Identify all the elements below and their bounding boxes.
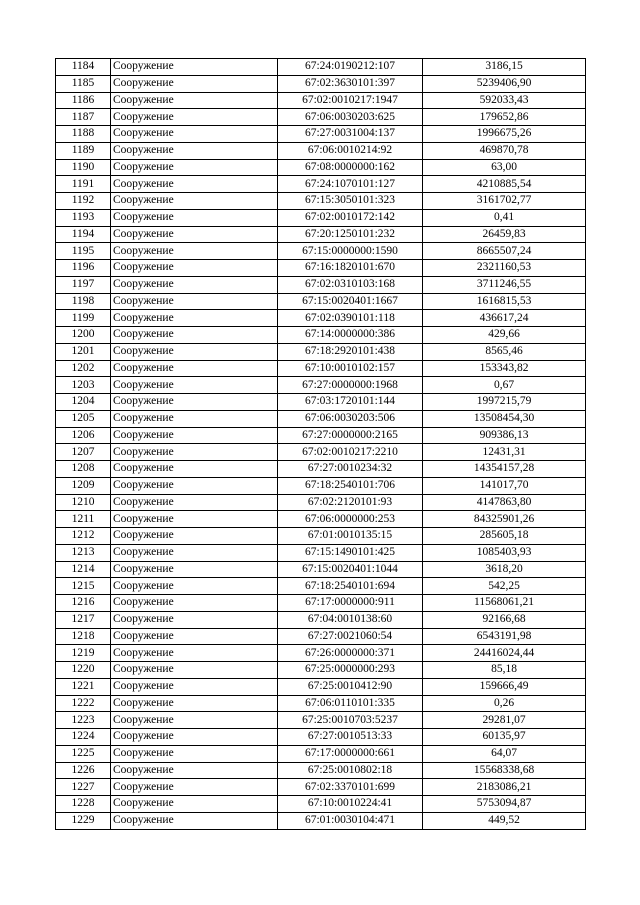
object-type-cell: Сооружение [111,444,278,461]
table-row [56,461,586,478]
cadastral-value-cell: 8565,46 [423,343,586,360]
row-number-cell: 1212 [56,528,111,545]
table-row [56,779,586,796]
cadastral-number-cell: 67:15:1490101:425 [278,544,423,561]
row-number-cell: 1188 [56,126,111,143]
cadastral-number-cell: 67:02:0010217:2210 [278,444,423,461]
cadastral-value-cell: 4147863,80 [423,494,586,511]
object-type-cell: Сооружение [111,528,278,545]
row-number-cell: 1198 [56,293,111,310]
row-number-cell: 1217 [56,611,111,628]
property-registry-table [55,58,586,830]
row-number-cell: 1199 [56,310,111,327]
table-row [56,59,586,76]
object-type-cell: Сооружение [111,410,278,427]
cadastral-value-cell: 909386,13 [423,427,586,444]
cadastral-value-cell: 84325901,26 [423,511,586,528]
row-number-cell: 1215 [56,578,111,595]
cadastral-number-cell: 67:06:0030203:625 [278,109,423,126]
cadastral-number-cell: 67:15:0000000:1590 [278,243,423,260]
cadastral-value-cell: 3711246,55 [423,276,586,293]
cadastral-value-cell: 469870,78 [423,142,586,159]
object-type-cell: Сооружение [111,561,278,578]
row-number-cell: 1227 [56,779,111,796]
object-type-cell: Сооружение [111,310,278,327]
object-type-cell: Сооружение [111,276,278,293]
row-number-cell: 1197 [56,276,111,293]
cadastral-number-cell: 67:02:0390101:118 [278,310,423,327]
row-number-cell: 1218 [56,628,111,645]
cadastral-number-cell: 67:06:0000000:253 [278,511,423,528]
cadastral-number-cell: 67:20:1250101:232 [278,226,423,243]
cadastral-value-cell: 92166,68 [423,611,586,628]
table-row [56,176,586,193]
cadastral-value-cell: 449,52 [423,812,586,829]
row-number-cell: 1208 [56,461,111,478]
cadastral-value-cell: 159666,49 [423,678,586,695]
row-number-cell: 1195 [56,243,111,260]
cadastral-number-cell: 67:14:0000000:386 [278,327,423,344]
row-number-cell: 1219 [56,645,111,662]
cadastral-number-cell: 67:27:0010513:33 [278,729,423,746]
object-type-cell: Сооружение [111,109,278,126]
row-number-cell: 1228 [56,796,111,813]
row-number-cell: 1209 [56,477,111,494]
table-row [56,394,586,411]
cadastral-value-cell: 3618,20 [423,561,586,578]
object-type-cell: Сооружение [111,226,278,243]
table-row [56,293,586,310]
table-row [56,444,586,461]
cadastral-value-cell: 5239406,90 [423,75,586,92]
cadastral-value-cell: 592033,43 [423,92,586,109]
cadastral-value-cell: 24416024,44 [423,645,586,662]
cadastral-number-cell: 67:15:0020401:1044 [278,561,423,578]
table-row [56,360,586,377]
row-number-cell: 1194 [56,226,111,243]
cadastral-number-cell: 67:06:0030203:506 [278,410,423,427]
table-row [56,695,586,712]
object-type-cell: Сооружение [111,812,278,829]
row-number-cell: 1184 [56,59,111,76]
table-row [56,92,586,109]
table-row [56,193,586,210]
cadastral-value-cell: 8665507,24 [423,243,586,260]
cadastral-number-cell: 67:02:0010217:1947 [278,92,423,109]
cadastral-value-cell: 64,07 [423,745,586,762]
row-number-cell: 1222 [56,695,111,712]
object-type-cell: Сооружение [111,260,278,277]
cadastral-number-cell: 67:25:0010802:18 [278,762,423,779]
object-type-cell: Сооружение [111,75,278,92]
row-number-cell: 1216 [56,595,111,612]
table-row [56,126,586,143]
cadastral-number-cell: 67:06:0010214:92 [278,142,423,159]
cadastral-number-cell: 67:03:1720101:144 [278,394,423,411]
object-type-cell: Сооружение [111,377,278,394]
cadastral-number-cell: 67:18:2540101:694 [278,578,423,595]
cadastral-number-cell: 67:02:3370101:699 [278,779,423,796]
object-type-cell: Сооружение [111,544,278,561]
object-type-cell: Сооружение [111,745,278,762]
object-type-cell: Сооружение [111,779,278,796]
row-number-cell: 1221 [56,678,111,695]
table-row [56,511,586,528]
table-row [56,662,586,679]
table-row [56,75,586,92]
row-number-cell: 1193 [56,209,111,226]
table-row [56,109,586,126]
object-type-cell: Сооружение [111,628,278,645]
table-row [56,729,586,746]
cadastral-number-cell: 67:15:3050101:323 [278,193,423,210]
object-type-cell: Сооружение [111,494,278,511]
cadastral-number-cell: 67:25:0000000:293 [278,662,423,679]
table-row [56,243,586,260]
row-number-cell: 1223 [56,712,111,729]
cadastral-number-cell: 67:04:0010138:60 [278,611,423,628]
row-number-cell: 1185 [56,75,111,92]
cadastral-number-cell: 67:10:0010224:41 [278,796,423,813]
cadastral-value-cell: 1996675,26 [423,126,586,143]
object-type-cell: Сооружение [111,142,278,159]
table-row [56,494,586,511]
table-row [56,260,586,277]
table-row [56,762,586,779]
table-row [56,528,586,545]
cadastral-value-cell: 3161702,77 [423,193,586,210]
table-row [56,410,586,427]
table-row [56,327,586,344]
cadastral-value-cell: 85,18 [423,662,586,679]
cadastral-number-cell: 67:18:2920101:438 [278,343,423,360]
cadastral-value-cell: 153343,82 [423,360,586,377]
table-row [56,377,586,394]
row-number-cell: 1187 [56,109,111,126]
object-type-cell: Сооружение [111,729,278,746]
row-number-cell: 1225 [56,745,111,762]
cadastral-number-cell: 67:08:0000000:162 [278,159,423,176]
row-number-cell: 1201 [56,343,111,360]
object-type-cell: Сооружение [111,678,278,695]
cadastral-value-cell: 13508454,30 [423,410,586,427]
table-row [56,343,586,360]
object-type-cell: Сооружение [111,327,278,344]
cadastral-number-cell: 67:10:0010102:157 [278,360,423,377]
table-row [56,611,586,628]
row-number-cell: 1220 [56,662,111,679]
cadastral-number-cell: 67:01:0010135:15 [278,528,423,545]
cadastral-number-cell: 67:25:0010412:90 [278,678,423,695]
cadastral-number-cell: 67:02:3630101:397 [278,75,423,92]
object-type-cell: Сооружение [111,595,278,612]
object-type-cell: Сооружение [111,645,278,662]
cadastral-value-cell: 429,66 [423,327,586,344]
cadastral-value-cell: 0,26 [423,695,586,712]
row-number-cell: 1189 [56,142,111,159]
object-type-cell: Сооружение [111,461,278,478]
row-number-cell: 1210 [56,494,111,511]
table-row [56,477,586,494]
object-type-cell: Сооружение [111,126,278,143]
object-type-cell: Сооружение [111,611,278,628]
cadastral-number-cell: 67:26:0000000:371 [278,645,423,662]
cadastral-value-cell: 0,67 [423,377,586,394]
object-type-cell: Сооружение [111,477,278,494]
object-type-cell: Сооружение [111,193,278,210]
cadastral-value-cell: 60135,97 [423,729,586,746]
row-number-cell: 1190 [56,159,111,176]
cadastral-value-cell: 1997215,79 [423,394,586,411]
cadastral-value-cell: 1616815,53 [423,293,586,310]
cadastral-number-cell: 67:24:0190212:107 [278,59,423,76]
cadastral-value-cell: 2321160,53 [423,260,586,277]
table-row [56,276,586,293]
object-type-cell: Сооружение [111,293,278,310]
cadastral-value-cell: 0,41 [423,209,586,226]
cadastral-number-cell: 67:15:0020401:1667 [278,293,423,310]
cadastral-number-cell: 67:24:1070101:127 [278,176,423,193]
table-row [56,159,586,176]
cadastral-number-cell: 67:27:0031004:137 [278,126,423,143]
row-number-cell: 1211 [56,511,111,528]
object-type-cell: Сооружение [111,762,278,779]
row-number-cell: 1207 [56,444,111,461]
cadastral-number-cell: 67:01:0030104:471 [278,812,423,829]
cadastral-value-cell: 15568338,68 [423,762,586,779]
table-row [56,628,586,645]
cadastral-value-cell: 285605,18 [423,528,586,545]
table-row [56,209,586,226]
table-row [56,796,586,813]
row-number-cell: 1186 [56,92,111,109]
cadastral-value-cell: 542,25 [423,578,586,595]
object-type-cell: Сооружение [111,209,278,226]
cadastral-number-cell: 67:17:0000000:661 [278,745,423,762]
table-row [56,678,586,695]
registry-table-body [56,59,586,830]
cadastral-value-cell: 11568061,21 [423,595,586,612]
row-number-cell: 1202 [56,360,111,377]
object-type-cell: Сооружение [111,176,278,193]
row-number-cell: 1205 [56,410,111,427]
cadastral-number-cell: 67:25:0010703:5237 [278,712,423,729]
row-number-cell: 1191 [56,176,111,193]
cadastral-value-cell: 141017,70 [423,477,586,494]
cadastral-value-cell: 3186,15 [423,59,586,76]
object-type-cell: Сооружение [111,159,278,176]
table-row [56,812,586,829]
cadastral-number-cell: 67:18:2540101:706 [278,477,423,494]
cadastral-number-cell: 67:27:0021060:54 [278,628,423,645]
cadastral-value-cell: 26459,83 [423,226,586,243]
object-type-cell: Сооружение [111,343,278,360]
table-row [56,645,586,662]
cadastral-value-cell: 4210885,54 [423,176,586,193]
table-row [56,544,586,561]
cadastral-number-cell: 67:02:0010172:142 [278,209,423,226]
cadastral-value-cell: 63,00 [423,159,586,176]
cadastral-number-cell: 67:06:0110101:335 [278,695,423,712]
cadastral-number-cell: 67:27:0010234:32 [278,461,423,478]
cadastral-number-cell: 67:02:0310103:168 [278,276,423,293]
row-number-cell: 1226 [56,762,111,779]
cadastral-value-cell: 14354157,28 [423,461,586,478]
cadastral-number-cell: 67:27:0000000:2165 [278,427,423,444]
cadastral-value-cell: 179652,86 [423,109,586,126]
table-row [56,745,586,762]
cadastral-value-cell: 5753094,87 [423,796,586,813]
row-number-cell: 1206 [56,427,111,444]
object-type-cell: Сооружение [111,427,278,444]
row-number-cell: 1200 [56,327,111,344]
cadastral-value-cell: 6543191,98 [423,628,586,645]
row-number-cell: 1203 [56,377,111,394]
object-type-cell: Сооружение [111,662,278,679]
cadastral-number-cell: 67:02:2120101:93 [278,494,423,511]
row-number-cell: 1204 [56,394,111,411]
cadastral-value-cell: 2183086,21 [423,779,586,796]
table-row [56,595,586,612]
table-row [56,310,586,327]
object-type-cell: Сооружение [111,92,278,109]
cadastral-value-cell: 436617,24 [423,310,586,327]
cadastral-number-cell: 67:27:0000000:1968 [278,377,423,394]
cadastral-number-cell: 67:16:1820101:670 [278,260,423,277]
table-row [56,142,586,159]
table-row [56,226,586,243]
row-number-cell: 1213 [56,544,111,561]
object-type-cell: Сооружение [111,511,278,528]
object-type-cell: Сооружение [111,796,278,813]
object-type-cell: Сооружение [111,59,278,76]
table-row [56,712,586,729]
cadastral-number-cell: 67:17:0000000:911 [278,595,423,612]
row-number-cell: 1224 [56,729,111,746]
row-number-cell: 1229 [56,812,111,829]
cadastral-value-cell: 29281,07 [423,712,586,729]
row-number-cell: 1214 [56,561,111,578]
cadastral-value-cell: 12431,31 [423,444,586,461]
object-type-cell: Сооружение [111,360,278,377]
object-type-cell: Сооружение [111,578,278,595]
table-row [56,578,586,595]
table-row [56,561,586,578]
row-number-cell: 1192 [56,193,111,210]
table-row [56,427,586,444]
object-type-cell: Сооружение [111,243,278,260]
row-number-cell: 1196 [56,260,111,277]
object-type-cell: Сооружение [111,394,278,411]
object-type-cell: Сооружение [111,695,278,712]
cadastral-value-cell: 1085403,93 [423,544,586,561]
object-type-cell: Сооружение [111,712,278,729]
